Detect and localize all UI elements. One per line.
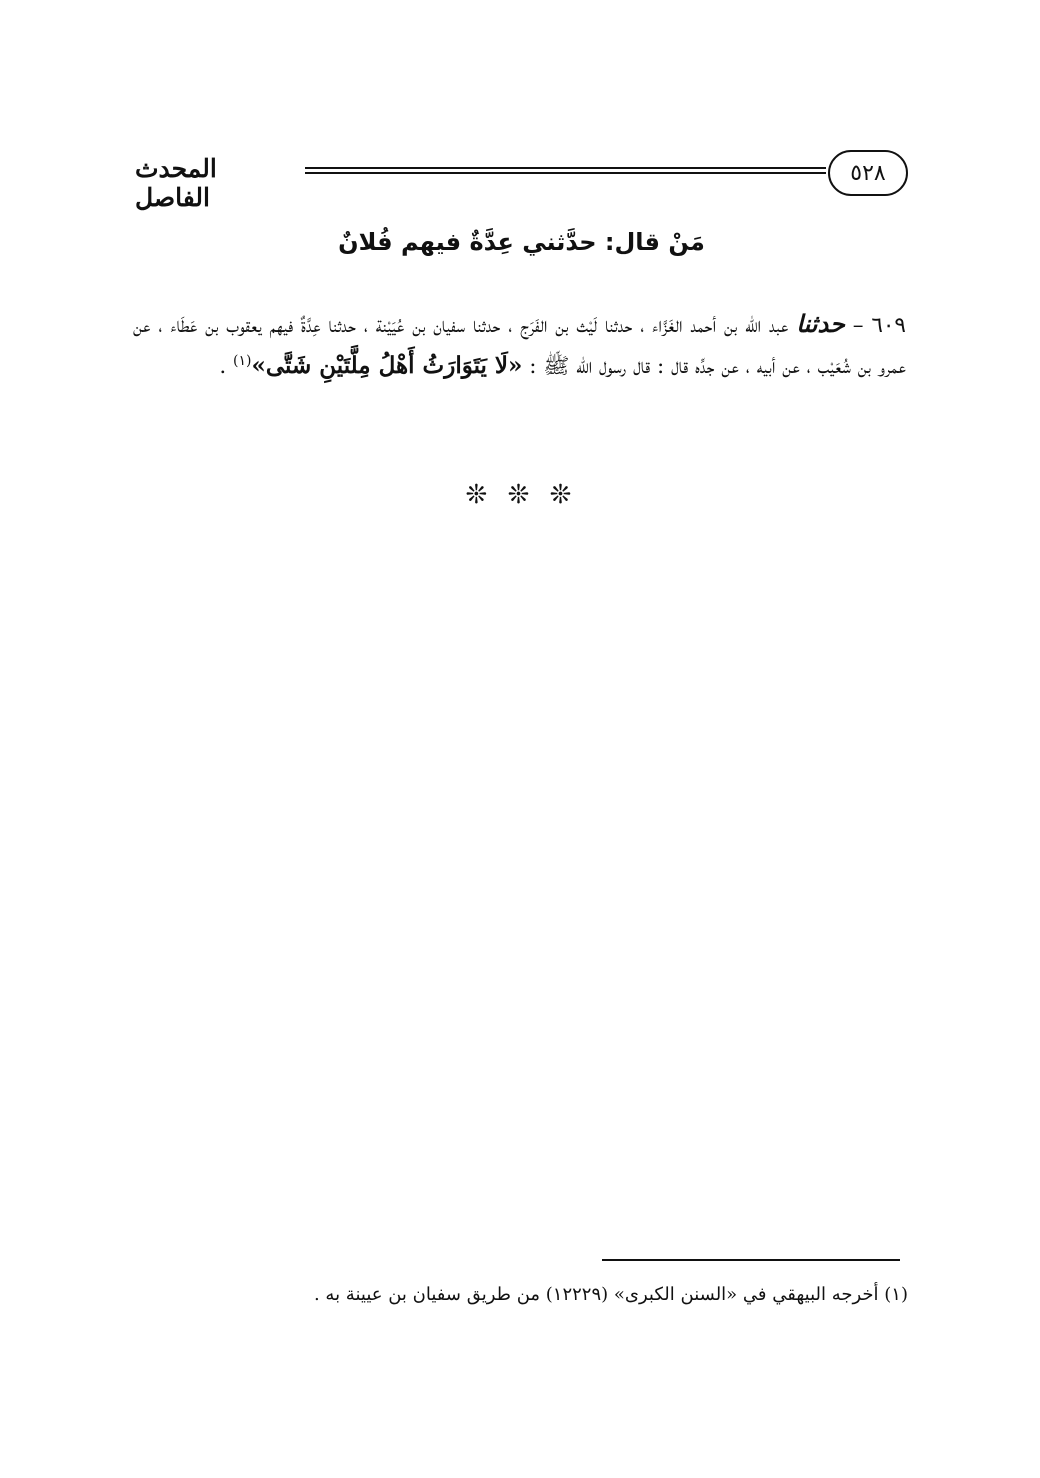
page-header bbox=[135, 150, 908, 212]
hadith-opening-verb: حدثنا bbox=[796, 309, 845, 338]
hadith-quote: «لَا يَتَوَارَثُ أَهْلُ مِلَّتَيْنِ شَتَّى» bbox=[251, 352, 523, 379]
header-double-rule bbox=[305, 167, 826, 174]
footnote: (١) أخرجه البيهقي في «السنن الكبرى» (١٢٢٢٩) من طريق سفيان بن عيينة به . bbox=[313, 1284, 908, 1305]
footnote-rule bbox=[602, 1259, 900, 1261]
section-separator: ❊ ❊ ❊ bbox=[465, 480, 578, 510]
hadith-chain-text: عبد الله بن أحمد الغَزَّاء ، حدثنا لَيْث بن الفَرَج ، حدثنا سفيان بن عُيَيْنة ، حدثنا عِدَّةٌ فيهم يعقوب بن عَطَاء ، عن عمرو بن شُعَيْب ، عن أبيه ، عن جدِّه قال : قال رسول الله ﷺ : bbox=[133, 313, 906, 379]
footnote-reference: (١) bbox=[233, 352, 252, 369]
page-number: ٥٢٨ bbox=[850, 160, 886, 186]
section-title: مَنْ قال: حدَّثني عِدَّةٌ فيهم فُلانٌ bbox=[338, 228, 705, 256]
hadith-paragraph bbox=[133, 304, 906, 387]
page-number-badge bbox=[828, 150, 908, 196]
hadith-end-mark: . bbox=[219, 354, 227, 379]
book-title: المحدث الفاصل bbox=[135, 154, 217, 212]
hadith-number: ٦٠٩ – bbox=[852, 313, 906, 338]
